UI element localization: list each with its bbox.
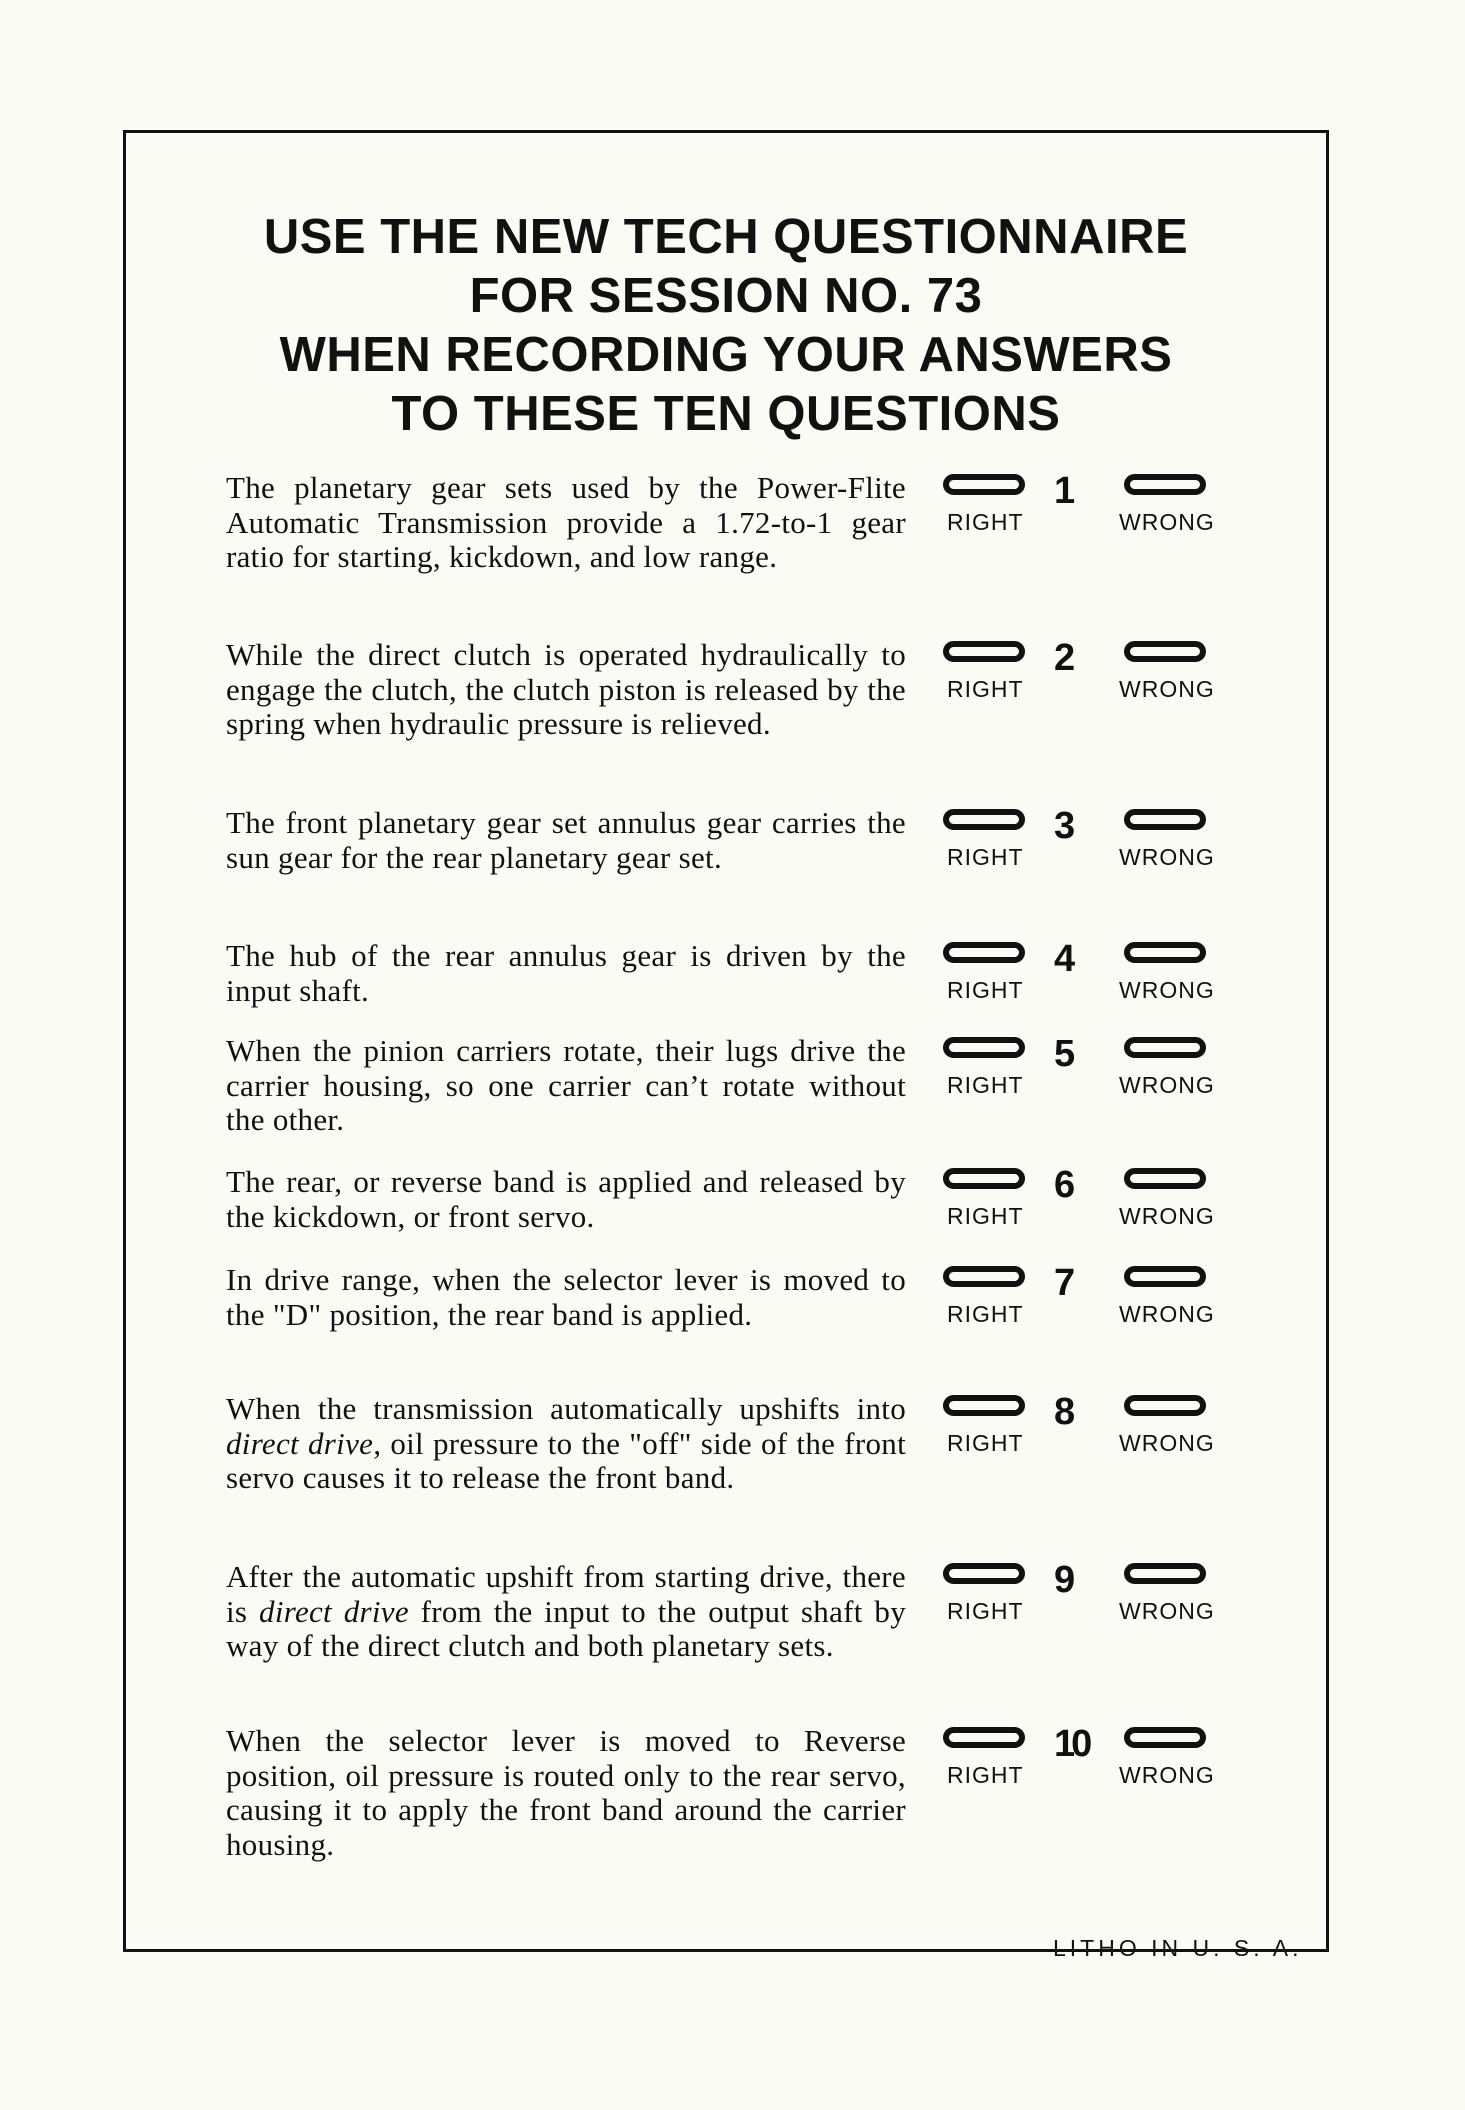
question-text: In drive range, when the selector lever is moved to the "D" position, the rear band is applied. [226,1262,906,1332]
right-label: RIGHT [947,1203,1024,1229]
wrong-label: WRONG [1119,676,1215,702]
wrong-label: WRONG [1119,1430,1215,1456]
questionnaire-frame [123,130,1329,1952]
question-text: When the pinion carriers rotate, their lugs drive the carrier housing, so one carrier can’t rotate without the other. [226,1033,906,1137]
question-item-5 [226,1034,1326,1184]
right-label: RIGHT [947,977,1024,1003]
wrong-answer-oval[interactable] [1124,809,1206,830]
right-label: RIGHT [947,676,1024,702]
printer-imprint: LITHO IN U. S. A. [1053,1935,1303,1961]
right-label: RIGHT [947,1598,1024,1624]
wrong-label: WRONG [1119,509,1215,535]
question-item-3 [226,806,1326,956]
question-text: When the transmission automatically upshifts into direct drive, oil pressure to the "off" side of the front servo causes it to release the front band. [226,1391,906,1495]
wrong-label: WRONG [1119,977,1215,1003]
wrong-answer-oval[interactable] [1124,1395,1206,1416]
right-label: RIGHT [947,1072,1024,1098]
right-answer-oval[interactable] [943,942,1025,963]
headline-line-2: FOR SESSION NO. 73 [469,269,983,323]
question-number: 8 [1054,1391,1072,1433]
right-answer-oval[interactable] [943,641,1025,662]
question-number: 3 [1054,805,1072,847]
headline [126,208,1326,444]
wrong-answer-oval[interactable] [1124,1168,1206,1189]
right-label: RIGHT [947,1430,1024,1456]
right-answer-oval[interactable] [943,1727,1025,1748]
question-item-8 [226,1392,1326,1542]
question-number: 9 [1054,1559,1072,1601]
right-answer-oval[interactable] [943,1168,1025,1189]
question-number: 6 [1054,1164,1072,1206]
question-number: 1 [1054,470,1072,512]
wrong-answer-oval[interactable] [1124,942,1206,963]
wrong-label: WRONG [1119,1762,1215,1788]
right-label: RIGHT [947,509,1024,535]
right-label: RIGHT [947,1301,1024,1327]
wrong-answer-oval[interactable] [1124,641,1206,662]
headline-line-3: WHEN RECORDING YOUR ANSWERS [279,328,1173,382]
wrong-label: WRONG [1119,1203,1215,1229]
question-text: When the selector lever is moved to Reverse position, oil pressure is routed only to the rear servo, causing it to apply the front band around the carrier housing. [226,1723,906,1862]
question-text: The planetary gear sets used by the Power-Flite Automatic Transmission provide a 1.72-to-1 gear ratio for starting, kickdown, and low range. [226,470,906,574]
wrong-label: WRONG [1119,844,1215,870]
right-answer-oval[interactable] [943,1266,1025,1287]
question-item-10 [226,1724,1326,1874]
question-text: While the direct clutch is operated hydraulically to engage the clutch, the clutch piston is released by the spring when hydraulic pressure is relieved. [226,637,906,741]
question-number: 7 [1054,1262,1072,1304]
right-label: RIGHT [947,844,1024,870]
question-text: The hub of the rear annulus gear is driven by the input shaft. [226,938,906,1008]
question-number: 2 [1054,637,1072,679]
wrong-label: WRONG [1119,1301,1215,1327]
headline-line-4: TO THESE TEN QUESTIONS [391,387,1061,441]
question-item-1 [226,471,1326,621]
wrong-label: WRONG [1119,1598,1215,1624]
right-label: RIGHT [947,1762,1024,1788]
question-number: 5 [1054,1033,1072,1075]
right-answer-oval[interactable] [943,474,1025,495]
wrong-answer-oval[interactable] [1124,1266,1206,1287]
question-number: 10 [1054,1723,1089,1765]
question-item-2 [226,638,1326,788]
wrong-label: WRONG [1119,1072,1215,1098]
question-item-9 [226,1560,1326,1710]
wrong-answer-oval[interactable] [1124,1727,1206,1748]
right-answer-oval[interactable] [943,1563,1025,1584]
right-answer-oval[interactable] [943,809,1025,830]
question-text: After the automatic upshift from starting drive, there is direct drive from the input to the output shaft by way of the direct clutch and both planetary sets. [226,1559,907,1663]
right-answer-oval[interactable] [943,1395,1025,1416]
question-text: The front planetary gear set annulus gear carries the sun gear for the rear planetary gear set. [226,805,906,875]
right-answer-oval[interactable] [943,1037,1025,1058]
question-number: 4 [1054,938,1072,980]
wrong-answer-oval[interactable] [1124,474,1206,495]
wrong-answer-oval[interactable] [1124,1037,1206,1058]
headline-line-1: USE THE NEW TECH QUESTIONNAIRE [263,210,1189,264]
question-text: The rear, or reverse band is applied and released by the kickdown, or front servo. [226,1164,906,1234]
wrong-answer-oval[interactable] [1124,1563,1206,1584]
